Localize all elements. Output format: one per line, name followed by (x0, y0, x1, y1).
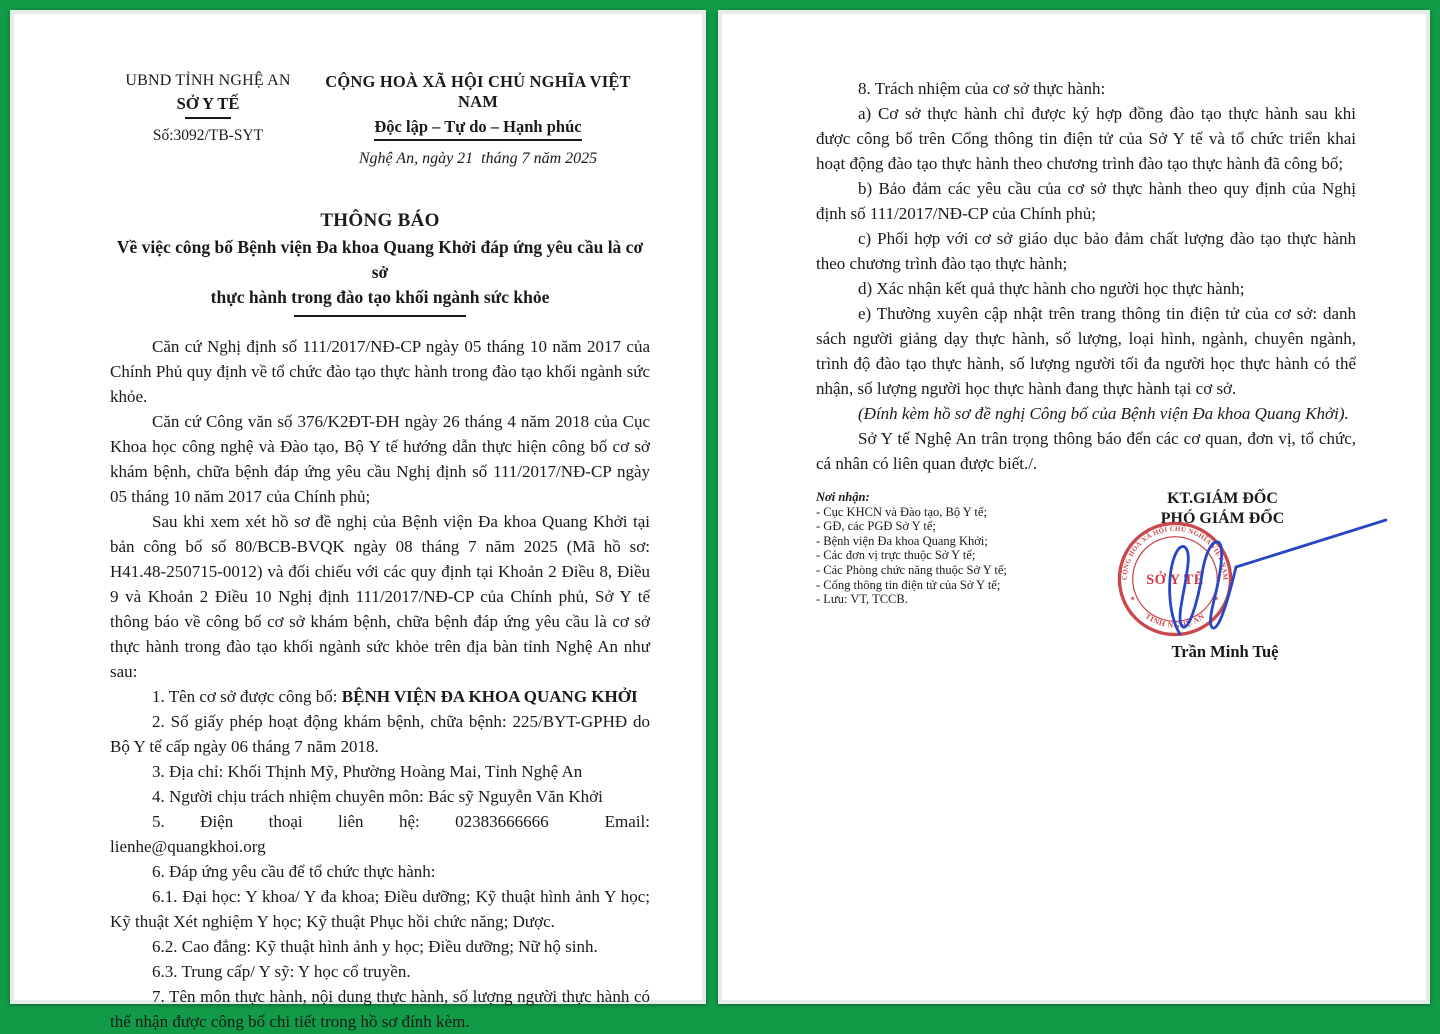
recipients-block (816, 490, 1007, 607)
recipient-item: - Các Phòng chức năng thuộc Sở Y tế; (816, 562, 1007, 577)
item-6-2-college: 6.2. Cao đẳng: Kỹ thuật hình ảnh y học; Điều dưỡng; Nữ hộ sinh. (152, 937, 598, 956)
national-title: CỘNG HOÀ XÃ HỘI CHỦ NGHĨA VIỆT NAM (325, 72, 631, 111)
org-name: SỞ Y TẾ (176, 94, 240, 113)
item-6-1-university: 6.1. Đại học: Y khoa/ Y đa khoa; Điều dưỡng; Kỹ thuật hình ảnh Y học; Kỹ thuật Xét nghiệm Y học; Kỹ thuật Phục hồi chức năng; Dược. (110, 887, 650, 931)
recipients-label: Nơi nhận: (816, 490, 870, 504)
email-address: Email: lienhe@quangkhoi.org (110, 812, 650, 856)
subtitle-line-1: Về việc công bố Bệnh viện Đa khoa Quang Khởi đáp ứng yêu cầu là cơ sở (116, 237, 644, 282)
issuing-org-block (110, 72, 306, 168)
closing-paragraph: Sở Y tế Nghệ An trân trọng thông báo đến các cơ quan, đơn vị, tổ chức, cá nhân có liên quan được biết./. (816, 429, 1356, 473)
recipient-item: - Cổng thông tin điện tử của Sở Y tế; (816, 577, 1001, 592)
document-title: THÔNG BÁO (320, 210, 440, 231)
recipient-item: - Lưu: VT, TCCB. (816, 592, 908, 607)
handwritten-signature (1130, 506, 1398, 646)
page-1 (10, 10, 706, 1031)
item-7-details: 7. Tên môn thực hành, nội dung thực hành, số lượng người thực hành có thể nhận được công bố chi tiết trong hồ sơ đính kèm. (110, 987, 650, 1031)
place-date: Nghệ An, ngày 21 tháng 7 năm 2025 (358, 150, 598, 167)
page2-body (816, 76, 1356, 476)
recipient-item: - Các đơn vị trực thuộc Sở Y tế; (816, 548, 976, 563)
item-4-responsible-person: 4. Người chịu trách nhiệm chuyên môn: Bác sỹ Nguyễn Văn Khởi (152, 787, 603, 806)
item-6-requirements: 6. Đáp ứng yêu cầu để tổ chức thực hành: (152, 862, 436, 881)
national-motto: Độc lập – Tự do – Hạnh phúc (306, 117, 650, 141)
item-8-responsibilities: 8. Trách nhiệm của cơ sở thực hành: (858, 79, 1106, 98)
subtitle-line-2: thực hành trong đào tạo khối ngành sức khỏe (210, 287, 550, 307)
doc-number: Số:3092/TB-SYT (152, 127, 264, 144)
recipient-item: - Bệnh viện Đa khoa Quang Khởi; (816, 533, 988, 548)
document-header (110, 72, 650, 168)
item-2-license: 2. Số giấy phép hoạt động khám bệnh, chữa bệnh: 225/BYT-GPHĐ do Bộ Y tế cấp ngày 06 tháng 7 năm 2018. (110, 712, 650, 756)
seal-star-right: ★ (1213, 595, 1220, 603)
seal-ring-top-text: CỘNG HOÀ XÃ HỘI CHỦ NGHĨA VIỆT NAM (1121, 525, 1229, 581)
seal-star-left: ★ (1129, 595, 1136, 603)
seal-ring-bottom-text: TỈNH NGHỆ AN (1143, 611, 1207, 630)
item-5-contact (110, 809, 650, 859)
item-3-address: 3. Địa chỉ: Khối Thịnh Mỹ, Phường Hoàng Mai, Tỉnh Nghệ An (152, 762, 583, 781)
item-8e: e) Thường xuyên cập nhật trên trang thông tin điện tử của cơ sở: danh sách người giảng dạy thực hành, số lượng, loại hình, ngành, chuyên ngành, trình độ đào tạo thực hành, số lượng người tối đa người học thực hành có thể nhận, số lượng người học thực hành đang thực hành tại cơ sở. (816, 304, 1356, 398)
paragraph-review: Sau khi xem xét hồ sơ đề nghị của Bệnh viện Đa khoa Quang Khởi tại bản công bố số 80/BCB-BVQK ngày 08 tháng 7 năm 2025 (Mã hồ sơ: H41.48-250715-0012) và đối chiếu với các quy định tại Khoản 2 Điều 8, Điều 9 và Khoản 2 Điều 10 Nghị định 111/2017/NĐ-CP của Chính phủ, Sở Y tế thông báo về công bố cơ sở khám bệnh, chữa bệnh đáp ứng yêu cầu là cơ sở thực hành trong đào tạo khối ngành sức khỏe trên địa bàn tỉnh Nghệ An như sau: (110, 512, 650, 681)
org-underline (185, 117, 231, 119)
item-8c: c) Phối hợp với cơ sở giáo dục bảo đảm chất lượng đào tạo thực hành theo chương trình đào tạo thực hành; (816, 229, 1356, 273)
title-underline (294, 315, 466, 317)
page-2 (718, 10, 1430, 1004)
attachment-note: (Đính kèm hồ sơ đề nghị Công bố của Bệnh viện Đa khoa Quang Khởi). (858, 404, 1349, 423)
item-8b: b) Bảo đảm các yêu cầu của cơ sở thực hành theo quy định của Nghị định số 111/2017/NĐ-CP của Chính phủ; (816, 179, 1356, 223)
item-1-facility-name: 1. Tên cơ sở được công bố: BỆNH VIỆN ĐA KHOA QUANG KHỞI (152, 687, 638, 706)
item-8d: d) Xác nhận kết quả thực hành cho người học thực hành; (858, 279, 1245, 298)
title-block (110, 210, 650, 317)
signer-name: Trần Minh Tuệ (1171, 642, 1279, 661)
item-6-3-intermediate: 6.3. Trung cấp/ Y sỹ: Y học cổ truyền. (152, 962, 411, 981)
item-8a: a) Cơ sở thực hành chỉ được ký hợp đồng đào tạo thực hành sau khi được công bố trên Cổng thông tin điện tử của Sở Y tế và tổ chức triển khai hoạt động đào tạo thực hành theo chương trình đào tạo thực hành đã công bố; (816, 104, 1356, 173)
recipient-item: - Cục KHCN và Đào tạo, Bộ Y tế; (816, 504, 987, 519)
national-header-block (306, 72, 650, 168)
signer-title-2: PHÓ GIÁM ĐỐC (1160, 510, 1285, 527)
facility-name: BỆNH VIỆN ĐA KHOA QUANG KHỞI (341, 687, 638, 706)
phone-number: 5. Điện thoại liên hệ: 02383666666 (152, 812, 549, 831)
document-subtitle (110, 235, 650, 310)
org-parent: UBND TỈNH NGHỆ AN (125, 72, 291, 89)
signer-title-1: KT.GIÁM ĐỐC (1167, 490, 1278, 507)
paragraph-legal-basis-2: Căn cứ Công văn số 376/K2ĐT-ĐH ngày 26 tháng 4 năm 2018 của Cục Khoa học công nghệ và Đào tạo, Bộ Y tế hướng dẫn thực hiện công bố cơ sở khám bệnh, chữa bệnh đáp ứng yêu cầu Nghị định số 111/2017/NĐ-CP ngày 05 tháng 10 năm 2017 của Chính phủ; (110, 412, 650, 506)
page1-body (110, 334, 650, 1034)
recipient-item: - GĐ, các PGĐ Sở Y tế; (816, 519, 936, 534)
paragraph-legal-basis-1: Căn cứ Nghị định số 111/2017/NĐ-CP ngày 05 tháng 10 năm 2017 của Chính Phủ quy định về tổ chức đào tạo thực hành trong đào tạo khối ngành sức khỏe. (110, 337, 650, 406)
seal-center-text: SỞ Y TẾ (1146, 571, 1204, 588)
